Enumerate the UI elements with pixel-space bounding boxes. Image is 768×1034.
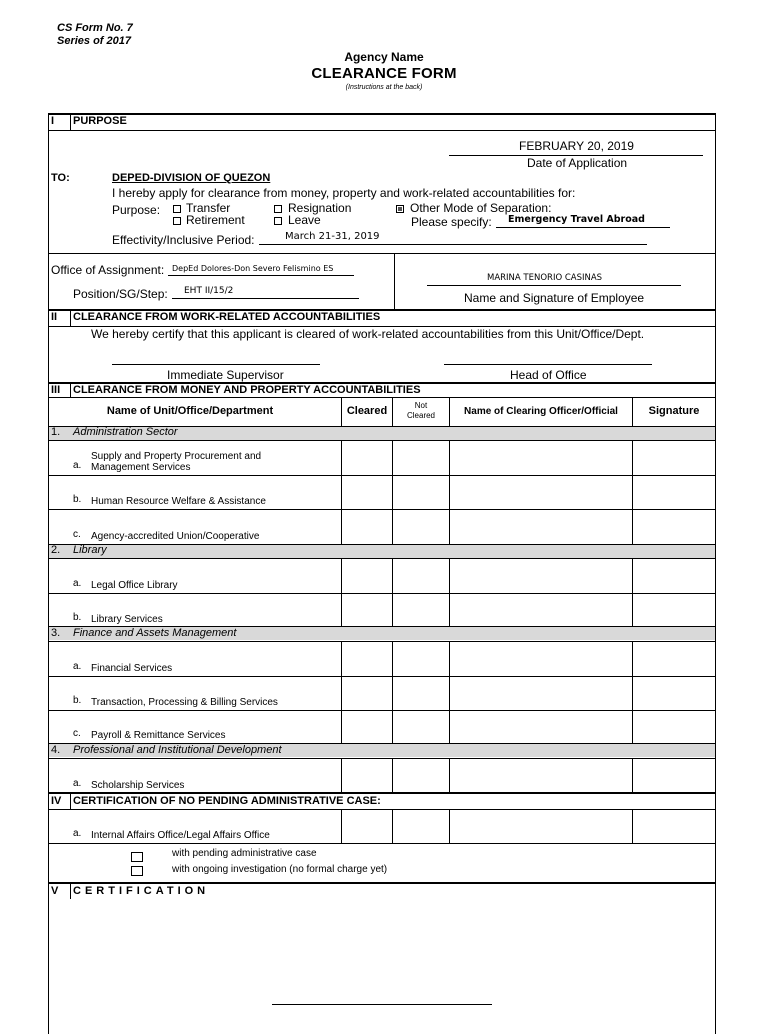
section-5-number: V	[51, 885, 59, 897]
divider	[70, 114, 71, 130]
item-name: Internal Affairs Office/Legal Affairs Office	[91, 830, 270, 841]
item-letter: a.	[73, 828, 82, 839]
other-mode-checkbox[interactable]	[396, 205, 404, 213]
divider	[341, 558, 342, 626]
effectivity-value[interactable]: March 21-31, 2019	[285, 231, 380, 242]
col-header-officer: Name of Clearing Officer/Official	[464, 406, 618, 417]
divider	[449, 758, 450, 792]
divider	[632, 558, 633, 626]
retirement-checkbox[interactable]	[173, 217, 181, 225]
item-letter: a.	[73, 460, 82, 471]
please-specify-label: Please specify:	[411, 215, 492, 229]
to-label: TO:	[51, 172, 70, 184]
office-assignment-value[interactable]: DepEd Dolores-Don Severo Felismino ES	[172, 264, 334, 273]
divider	[449, 809, 450, 843]
divider	[48, 710, 716, 711]
divider	[48, 593, 716, 594]
specify-underline	[496, 227, 670, 228]
resignation-checkbox[interactable]	[274, 205, 282, 213]
divider	[70, 793, 71, 809]
item-letter: c.	[73, 529, 81, 540]
divider	[341, 641, 342, 743]
head-of-office-label: Head of Office	[510, 368, 587, 382]
divider	[392, 809, 393, 843]
divider	[70, 310, 71, 326]
divider	[48, 758, 716, 759]
category-number: 4.	[51, 744, 61, 756]
divider	[48, 882, 716, 884]
apply-statement: I hereby apply for clearance from money, property and work-related accountabilities for:	[112, 186, 576, 200]
specify-value[interactable]: Emergency Travel Abroad	[508, 214, 645, 225]
item-name: Agency-accredited Union/Cooperative	[91, 531, 260, 542]
divider	[392, 440, 393, 544]
divider	[48, 397, 716, 398]
category-name: Administration Sector	[73, 426, 178, 438]
divider	[392, 641, 393, 743]
divider	[48, 475, 716, 476]
position-label: Position/SG/Step:	[73, 287, 168, 301]
item-letter: a.	[73, 661, 82, 672]
to-value[interactable]: DEPED-DIVISION OF QUEZON	[112, 172, 271, 184]
section-4-number: IV	[51, 795, 62, 807]
office-assignment-label: Office of Assignment:	[51, 263, 165, 277]
other-mode-label: Other Mode of Separation:	[410, 201, 552, 215]
retirement-label: Retirement	[186, 213, 245, 227]
item-name: Legal Office Library	[91, 580, 178, 591]
item-name: Scholarship Services	[91, 780, 185, 791]
item-letter: b.	[73, 695, 82, 706]
category-number: 3.	[51, 627, 61, 639]
category-row	[49, 544, 715, 558]
divider	[48, 558, 716, 559]
col-header-unit: Name of Unit/Office/Department	[106, 405, 274, 417]
position-value[interactable]: EHT II/15/2	[184, 286, 234, 296]
item-name-line: Management Services	[91, 462, 191, 473]
category-name: Professional and Institutional Development	[73, 744, 282, 756]
divider	[48, 676, 716, 677]
divider	[48, 544, 716, 545]
divider	[48, 440, 716, 441]
transfer-checkbox[interactable]	[173, 205, 181, 213]
item-letter: b.	[73, 494, 82, 505]
divider	[341, 758, 342, 792]
divider	[449, 641, 450, 743]
item-name: Transaction, Processing & Billing Services	[91, 697, 278, 708]
divider	[48, 509, 716, 510]
transfer-label: Transfer	[186, 201, 231, 215]
section-3-number: III	[51, 384, 61, 396]
divider	[70, 383, 71, 397]
divider	[394, 253, 395, 309]
category-number: 2.	[51, 544, 61, 556]
section-2-title: CLEARANCE FROM WORK-RELATED ACCOUNTABILITIES	[73, 311, 381, 323]
position-underline	[172, 298, 359, 299]
head-underline	[444, 364, 652, 365]
leave-checkbox[interactable]	[274, 217, 282, 225]
form-number	[57, 22, 133, 48]
col-header-not: Not	[414, 401, 428, 410]
divider	[449, 558, 450, 626]
divider	[632, 809, 633, 843]
section-3-title: CLEARANCE FROM MONEY AND PROPERTY ACCOUNTABILITIES	[73, 384, 421, 396]
item-name-line: Supply and Property Procurement and	[91, 451, 262, 462]
ongoing-investigation-checkbox[interactable]	[131, 866, 143, 876]
divider	[48, 792, 716, 794]
section-1-number: I	[51, 115, 55, 127]
divider	[392, 558, 393, 626]
office-underline	[168, 275, 354, 276]
work-certify-statement: We hereby certify that this applicant is cleared of work-related accountabilities from this Unit/Office/Dept.	[91, 327, 645, 341]
employee-underline	[427, 285, 681, 286]
item-letter: b.	[73, 612, 82, 623]
divider	[341, 440, 342, 544]
col-header-cleared: Cleared	[346, 405, 388, 417]
pending-case-checkbox[interactable]	[131, 852, 143, 862]
section-2-number: II	[51, 311, 58, 323]
col-header-signature: Signature	[648, 405, 700, 417]
divider	[48, 809, 716, 810]
certification-signature-line	[272, 1004, 492, 1005]
supervisor-underline	[112, 364, 320, 365]
resignation-label: Resignation	[288, 201, 352, 215]
item-name: Payroll & Remittance Services	[91, 730, 226, 741]
divider	[48, 641, 716, 642]
item-letter: a.	[73, 578, 82, 589]
category-name: Library	[73, 544, 107, 556]
form-title: CLEARANCE FORM	[311, 65, 457, 82]
divider	[48, 253, 716, 254]
divider	[48, 113, 716, 115]
item-name: Library Services	[91, 614, 163, 625]
item-letter: a.	[73, 778, 82, 789]
divider	[632, 440, 633, 544]
item-name: Financial Services	[91, 663, 173, 674]
item-letter: c.	[73, 728, 81, 739]
category-name: Finance and Assets Management	[73, 627, 237, 639]
col-header-not-cleared	[393, 401, 449, 421]
item-name	[91, 451, 261, 473]
agency-name: Agency Name	[344, 50, 424, 64]
divider	[392, 758, 393, 792]
ongoing-investigation-label: with ongoing investigation (no formal charge yet)	[172, 864, 388, 875]
category-number: 1.	[51, 426, 61, 438]
col-header-cleared-2: Cleared	[406, 411, 435, 420]
section-4-title: CERTIFICATION OF NO PENDING ADMINISTRATIVE CASE:	[73, 795, 381, 807]
date-of-application-label: Date of Application	[527, 156, 628, 170]
section-5-title: CERTIFICATION	[73, 885, 210, 897]
instructions-note: (Instructions at the back)	[345, 84, 423, 91]
employee-name-value[interactable]: MARINA TENORIO CASINAS	[487, 273, 603, 283]
form-number-text: CS Form No. 7	[57, 22, 133, 34]
divider	[341, 809, 342, 843]
immediate-supervisor-label: Immediate Supervisor	[167, 368, 284, 382]
leave-label: Leave	[288, 213, 321, 227]
purpose-label: Purpose:	[112, 203, 161, 217]
divider	[449, 440, 450, 544]
form-series-text: Series of 2017	[57, 35, 131, 47]
divider	[70, 883, 71, 899]
date-of-application-value[interactable]: FEBRUARY 20, 2019	[519, 139, 634, 153]
divider	[632, 758, 633, 792]
effectivity-underline	[259, 244, 647, 245]
divider	[48, 843, 716, 844]
divider	[632, 641, 633, 743]
pending-case-label: with pending administrative case	[172, 848, 317, 859]
effectivity-label: Effectivity/Inclusive Period:	[112, 233, 255, 247]
divider	[48, 130, 716, 131]
item-name: Human Resource Welfare & Assistance	[91, 496, 266, 507]
section-1-title: PURPOSE	[73, 115, 127, 127]
employee-signature-label: Name and Signature of Employee	[464, 291, 645, 305]
